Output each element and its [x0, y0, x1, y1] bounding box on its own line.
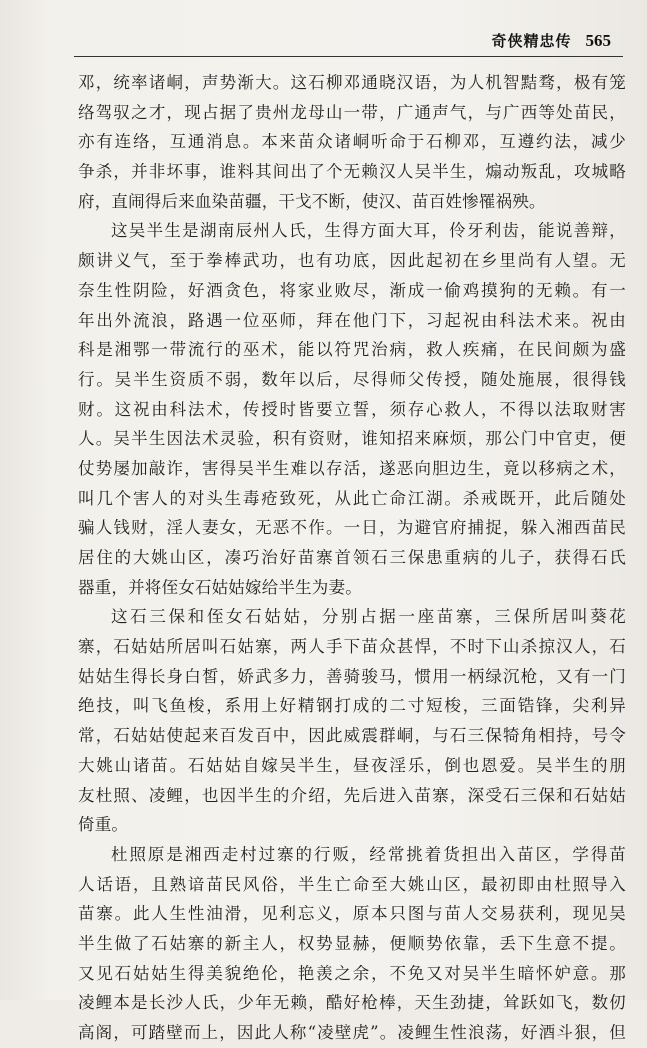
text-line: 常，石姑姑使起来百发百中，因此威震群峒，与石三保犄角相持，号令: [78, 726, 626, 746]
text-line: 姑姑生得长身白皙，娇武多力，善骑骏马，惯用一柄绿沉枪，又有一门: [78, 666, 626, 686]
text-line: 居住的大姚山区，凑巧治好苗寨首领石三保患重病的儿子，获得石氏: [78, 548, 626, 567]
text-line: 争杀，并非坏事，谁料其间出了个无赖汉人吴半生，煽动叛乱，攻城略: [78, 162, 626, 182]
text-line: 又见石姑姑生得美貌绝伦，艳羡之余，不免又对吴半生暗怀妒意。那: [78, 963, 626, 983]
header-title: 奇侠精忠传: [491, 32, 572, 50]
text-line: 凌鲤本是长沙人氏，少年无赖，酷好枪棒，天生劲捷，耸跃如飞，数仞: [78, 993, 626, 1013]
text-line: 络驾驭之才，现占据了贵州龙母山一带，广通声气，与广西等处苗民，: [78, 102, 626, 122]
text-line: 奈生性阴险，好酒贪色，将家业败尽，渐成一偷鸡摸狗的无赖。有一: [78, 280, 626, 300]
text-line: 叫几个害人的对头生毒疮致死，从此亡命江湖。杀戒既开，此后随处: [78, 488, 626, 508]
text-line: 绝技，叫飞鱼梭，系用上好精钢打成的二寸短梭，三面锆锋，尖利异: [78, 696, 626, 716]
paragraph-1: [78, 68, 626, 216]
text-line: 高阁，可踏壁而上，因此人称“凌壁虎”。凌鲤生性浪荡，好酒斗狠，但: [78, 1023, 626, 1042]
text-line: 杜照原是湘西走村过寨的行贩，经常挑着货担出入苗区，学得苗: [111, 844, 626, 864]
text-line: 亦有连络，互通消息。本来苗众诸峒听命于石柳邓，互遵约法，减少: [78, 132, 626, 152]
text-line: 大姚山诸苗。石姑姑自嫁吴半生，昼夜淫乐，倒也恩爱。吴半生的朋: [78, 755, 626, 775]
text-line: 人。吴半生因法术灵验，积有资财，谁知招来麻烦，那公门中官吏，便: [78, 429, 626, 449]
text-line: 倚重。: [78, 815, 129, 835]
text-line: 友杜照、凌鲤，也因半生的介绍，先后进入苗寨，深受石三保和石姑姑: [78, 785, 626, 805]
text-line: 骗人钱财，淫人妻女，无恶不作。一日，为避官府捕捉，躲入湘西苗民: [78, 518, 626, 538]
text-line: 这吴半生是湖南辰州人氏，生得方面大耳，伶牙利齿，能说善辩，: [111, 221, 626, 241]
text-line: 科是湘鄂一带流行的巫术，能以符咒治病，救人疾痛，在民间颇为盛: [78, 340, 626, 360]
text-line: 府，直闹得后来血染苗疆，干戈不断，使汉、苗百姓惨罹祸殃。: [78, 191, 546, 211]
running-header: [491, 30, 611, 51]
text-line: 仗势屡加敲诈，害得吴半生难以存活，遂恶向胆边生，竟以移病之术，: [78, 458, 626, 478]
text-line: 这石三保和侄女石姑姑，分别占据一座苗寨，三保所居叫葵花: [111, 607, 626, 627]
text-line: 颇讲义气，至于拳棒武功，也有功底，因此起初在乡里尚有人望。无: [78, 251, 626, 271]
text-line: 邓，统率诸峒，声势渐大。这石柳邓通晓汉语，为人机智黠骛，极有笼: [78, 73, 626, 92]
body-text: [78, 68, 626, 1048]
text-line: 器重，并将侄女石姑姑嫁给半生为妻。: [78, 577, 362, 597]
text-line: 寨，石姑姑所居叫石姑寨，两人手下苗众甚悍，不时下山杀掠汉人，石: [78, 637, 626, 657]
text-line: 年出外流浪，路遇一位巫师，拜在他门下，习起祝由科法术来。祝由: [78, 310, 626, 330]
paragraph-2: [78, 216, 626, 602]
page-number: 565: [585, 31, 611, 50]
header-rule: [74, 56, 623, 57]
paragraph-4: [78, 840, 626, 1048]
paragraph-3: [78, 602, 626, 840]
text-line: 苗寨。此人生性油滑，见利忘义，原本只图与苗人交易获利，现见吴: [78, 904, 626, 924]
text-line: 财。这祝由科法术，传授时皆要立誓，须存心救人，不得以法取财害: [78, 399, 626, 419]
text-line: 行。吴半生资质不弱，数年以后，尽得师父传授，随处施展，很得钱: [78, 369, 626, 389]
text-line: 人话语，且熟谙苗民风俗，半生亡命至大姚山区，最初即由杜照导入: [78, 874, 626, 894]
text-line: 半生做了石姑寨的新主人，权势显赫，便顺势依靠，丢下生意不提。: [78, 933, 626, 953]
